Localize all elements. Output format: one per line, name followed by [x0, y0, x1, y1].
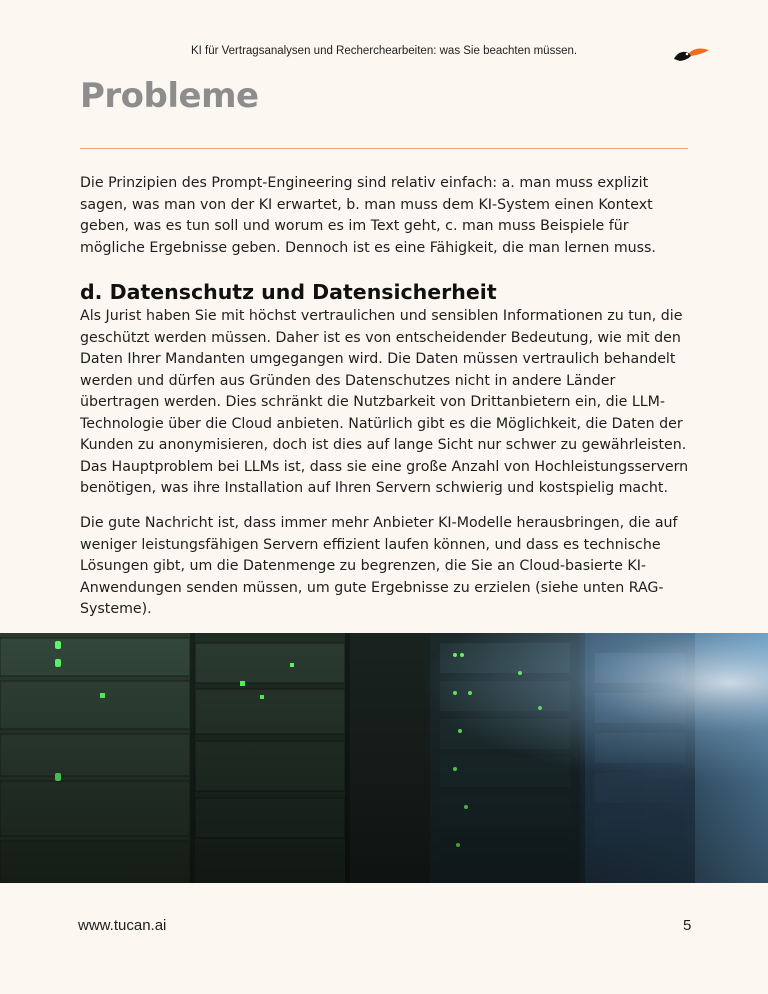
page-title: Probleme	[80, 76, 259, 116]
page-number: 5	[683, 917, 692, 934]
title-divider	[80, 148, 688, 149]
section-paragraph-2: Die gute Nachricht ist, dass immer mehr Anbieter KI-Modelle herausbringen, die auf weniger leistungsfähigen Servern effizient laufen können, und dass es technische Lösungen gibt, um die Datenmenge zu begrenzen, die Sie an Cloud-basierte KI-Anwendungen senden müssen, um gute Ergebnisse zu erzielen (siehe unten RAG-Systeme).	[80, 515, 678, 617]
toucan-logo-icon[interactable]	[672, 44, 712, 64]
footer-url[interactable]: www.tucan.ai	[78, 917, 167, 934]
section-paragraph-1: Als Jurist haben Sie mit höchst vertraulichen und sensiblen Informationen zu tun, die geschützt werden müssen. Daher ist es von entscheidender Bedeutung, wie mit den Daten Ihrer Mandanten umgegangen wird. Die Daten müssen vertraulich behandelt werden und dürfen aus Gründen des Datenschutzes nicht in andere Länder übertragen werden. Dies schränkt die Nutzbarkeit von Drittanbietern ein, die LLM-Technologie über die Cloud anbieten. Natürlich gibt es die Möglichkeit, die Daten der Kunden zu anonymisieren, doch ist dies auf lange Sicht nur schwer zu gewährleisten. Das Hauptproblem bei LLMs ist, dass sie eine große Anzahl von Hochleistungsservern benötigen, was ihre Installation auf Ihren Servern schwierig und kostspielig macht.	[80, 308, 689, 496]
server-rack-photo	[0, 633, 768, 883]
running-header: KI für Vertragsanalysen und Recherchearbeiten: was Sie beachten müssen.	[190, 45, 578, 57]
intro-paragraph: Die Prinzipien des Prompt-Engineering sind relativ einfach: a. man muss explizit sagen, was man von der KI erwartet, b. man muss dem KI-System einen Kontext geben, was es tun soll und worum es im Text geht, c. man muss Beispiele für mögliche Ergebnisse geben. Dennoch ist es eine Fähigkeit, die man lernen muss.	[80, 175, 656, 256]
section-heading: d. Datenschutz und Datensicherheit	[80, 280, 497, 304]
